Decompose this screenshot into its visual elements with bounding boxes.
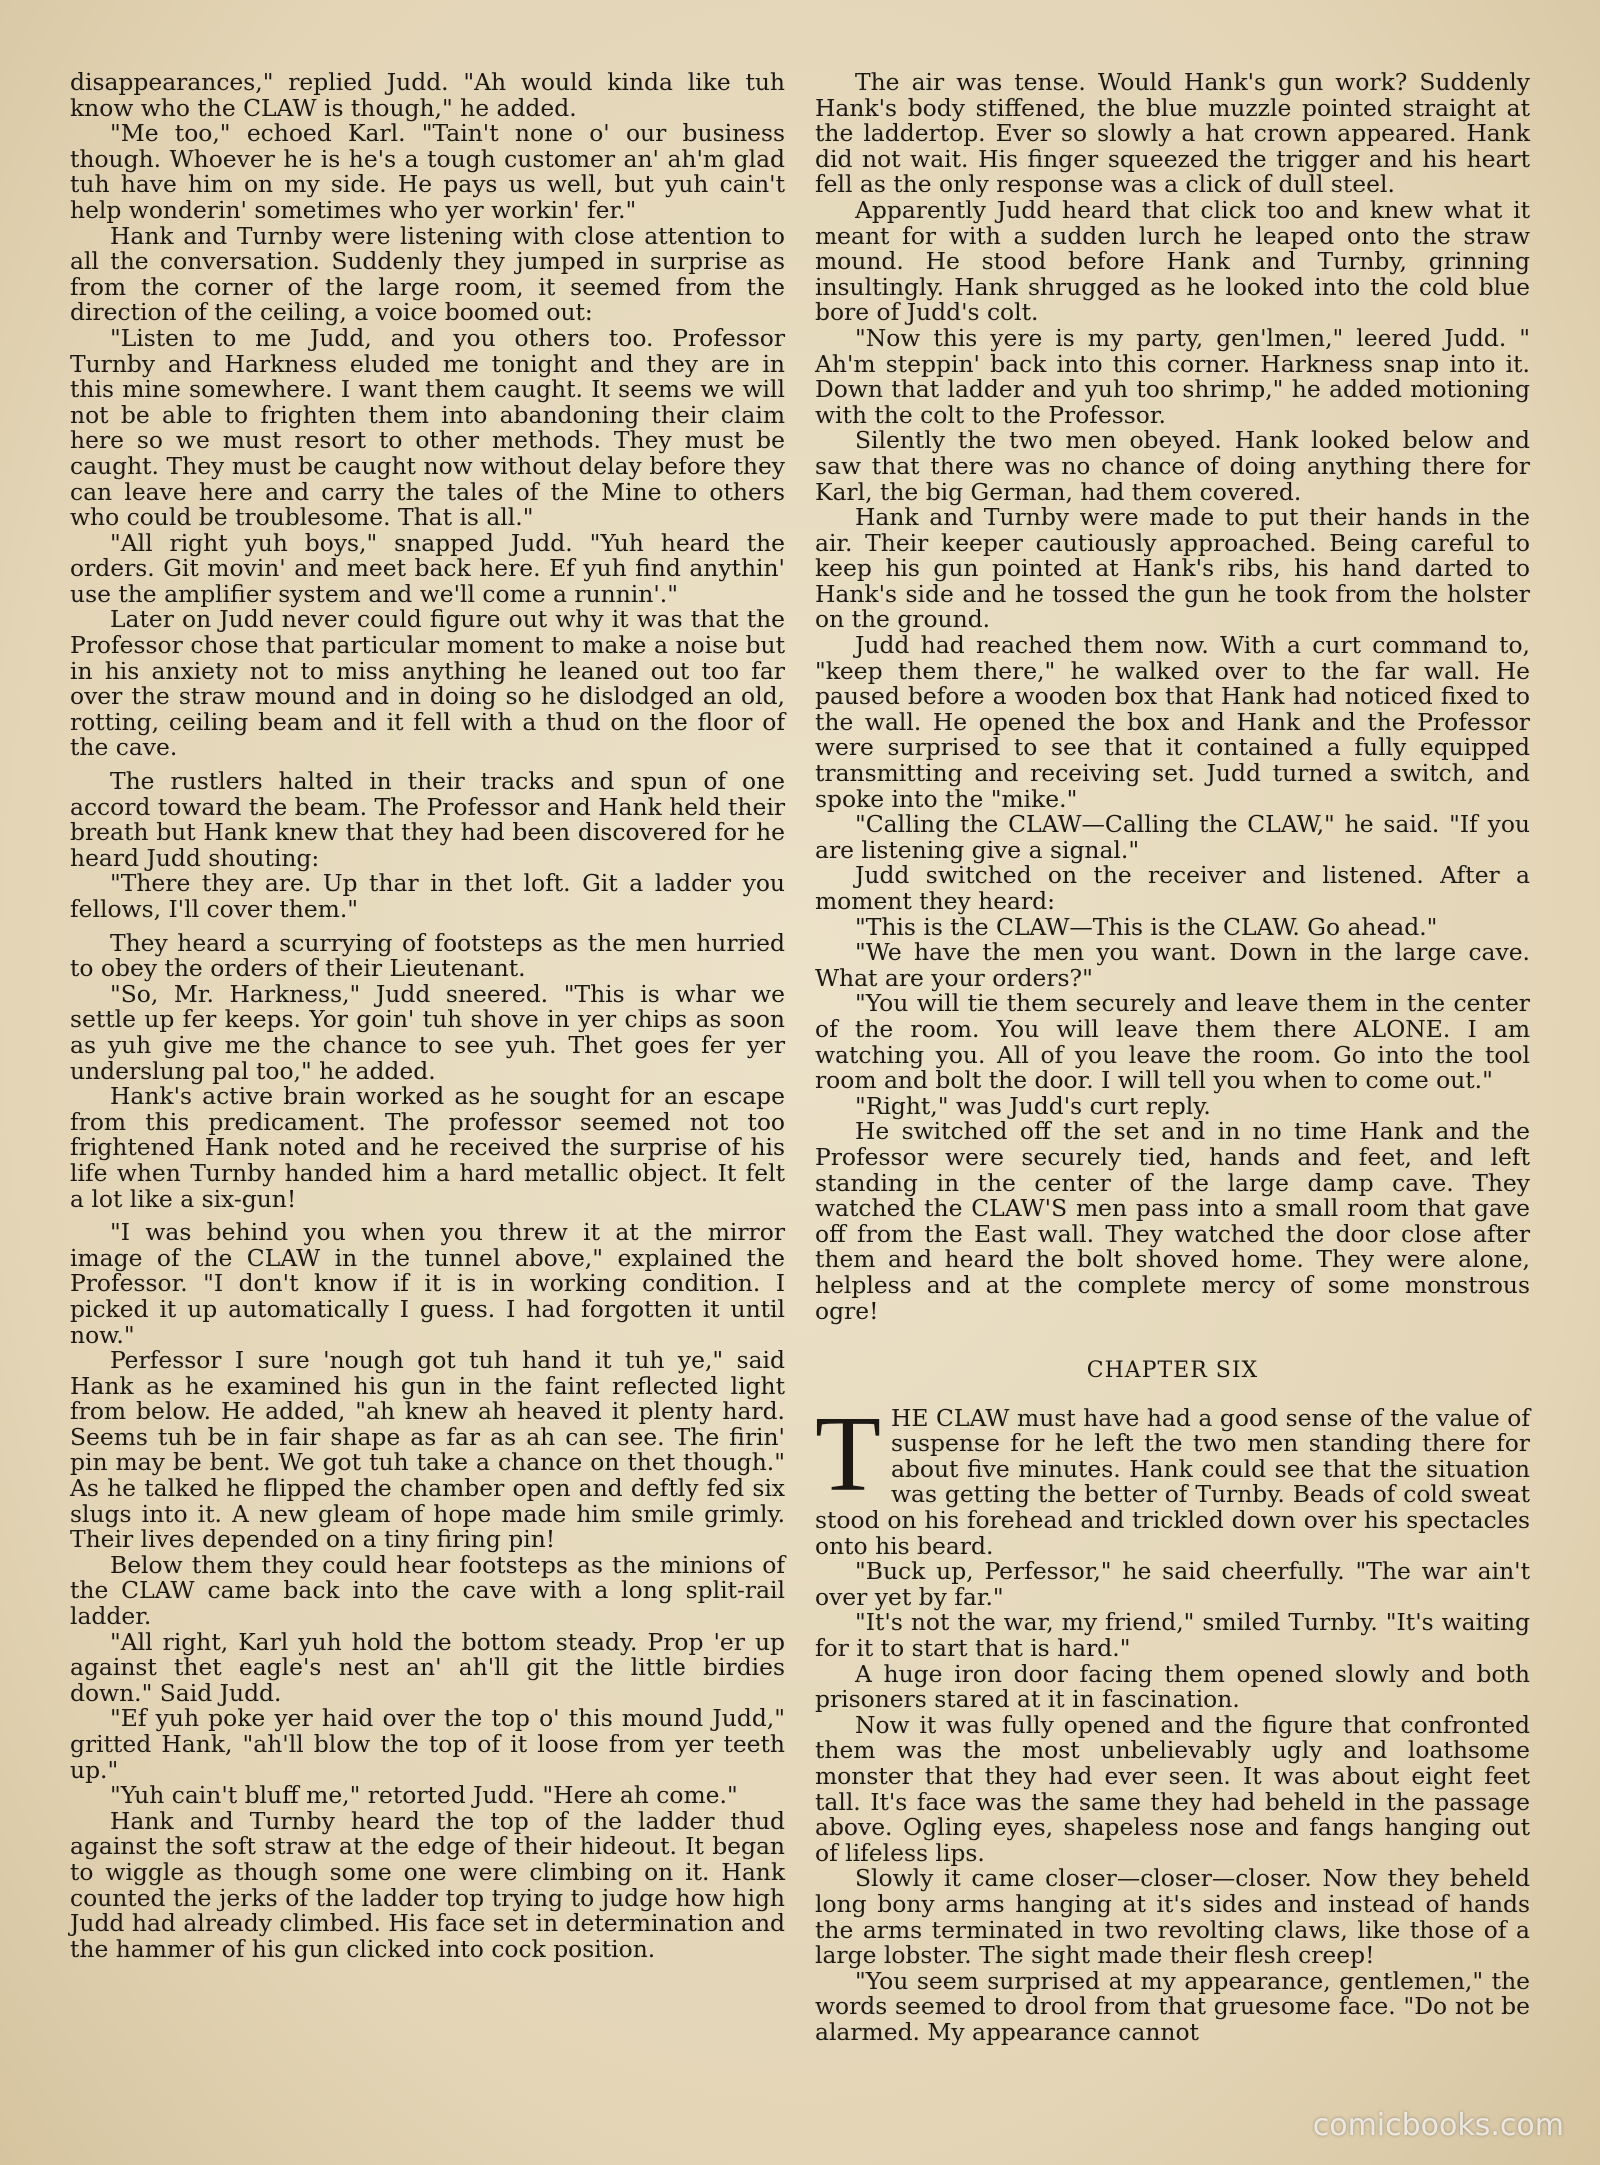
chapter-heading: CHAPTER SIX (1086, 1358, 1259, 1384)
paragraph: Judd switched on the receiver and listened. After a moment they heard: (815, 861, 1530, 915)
paragraph: Judd had reached them now. With a curt command to, "keep them there," he walked over to the far wall. He paused before a wooden box that Hank had noticed fixed to the wall. He opened the box and Hank and the Professor were surprised to see that it contained a fully equipped transmitting and receiving set. Judd turned a switch, and spoke into the "mike." (815, 631, 1530, 813)
paragraph: Hank and Turnby were listening with close attention to all the conversation. Suddenly they jumped in surprise as from the corner of the large room, it seemed from the direction of the ceiling, a voice boomed out: (70, 221, 785, 327)
paragraph: He switched off the set and in no time Hank and the Professor were securely tied, hands and feet, and left standing in the center of the large damp cave. They watched the CLAW'S men pass into a small room that gave off from the East wall. They watched the door close after them and heard the bolt shoved home. They were alone, helpless and at the complete mercy of some monstrous ogre! (815, 1117, 1530, 1325)
paragraph: "Now this yere is my party, gen'lmen," leered Judd. " Ah'm steppin' back into this corner. Harkness snap into it. Down that ladder and yuh too shrimp," he added motioning with the colt to the Professor. (815, 323, 1530, 429)
paragraph: Silently the two men obeyed. Hank looked below and saw that there was no chance of doing anything there for Karl, the big German, had them covered. (815, 426, 1530, 506)
paragraph: "Buck up, Perfessor," he said cheerfully. "The war ain't over yet by far." (815, 1557, 1530, 1611)
paragraph: "Ef yuh poke yer haid over the top o' this mound Judd," gritted Hank, "ah'll blow the top of it loose from yer teeth up." (70, 1704, 785, 1784)
paragraph: Perfessor I sure 'nough got tuh hand it tuh ye," said Hank as he examined his gun in the faint reflected light from below. He added, "ah knew ah heaved it plenty hard. Seems tuh be in fair shape as far as ah can see. The firin' pin may be bent. We got tuh take a chance on thet though." As he talked he flipped the chamber open and deftly fed six slugs into it. A new gleam of hope made him smile grimly. Their lives depended on a tiny firing pin! (70, 1346, 785, 1554)
paragraph: "All right, Karl yuh hold the bottom steady. Prop 'er up against thet eagle's nest an' ah'll git the little birdies down." Said Judd. (70, 1627, 785, 1707)
chapter-opening-paragraph (815, 1394, 1530, 1560)
paragraph: "Me too," echoed Karl. "Tain't none o' our business though. Whoever he is he's a tough customer an' ah'm glad tuh have him on my side. He pays us well, but yuh cain't help wonderin' sometimes who yer workin' fer." (70, 119, 785, 224)
paragraph: A huge iron door facing them opened slowly and both prisoners stared at it in fascination. (815, 1659, 1530, 1714)
paragraph: "Listen to me Judd, and you others too. Professor Turnby and Harkness eluded me tonight and they are in this mine somewhere. I want them caught. It seems we will not be able to frighten them into abandoning their claim here so we must resort to other methods. They must be caught. They must be caught now without delay before they can leave here and carry the tales of the Mine to others who could be troublesome. That is all." (70, 323, 785, 532)
paragraph: "Yuh cain't bluff me," retorted Judd. "Here ah come." (110, 1781, 738, 1810)
paragraph: "So, Mr. Harkness," Judd sneered. "This is whar we settle up fer keeps. Yor goin' tuh shove in yer chips as soon as yuh give me the chance to see yuh. Thet goes fer yer underslung pal too," he added. (70, 979, 785, 1085)
paragraph: Apparently Judd heard that click too and knew what it meant for with a sudden lurch he leaped onto the straw mound. He stood before Hank and Turnby, grinning insultingly. Hank shrugged as he looked into the cold blue bore of Judd's colt. (815, 195, 1530, 327)
paragraph: Hank's active brain worked as he sought for an escape from this predicament. The professor seemed not too frightened Hank noted and he received the surprise of his life when Turnby handed him a hard metallic object. It felt a lot like a six-gun! (70, 1082, 785, 1213)
paragraph: The rustlers halted in their tracks and spun of one accord toward the beam. The Professor and Hank held their breath but Hank knew that they had been discovered for he heard Judd shouting: (70, 767, 785, 872)
paragraph: "All right yuh boys," snapped Judd. "Yuh heard the orders. Git movin' and meet back here. Ef yuh find anythin' use the amplifier system and we'll come a runnin'." (70, 528, 785, 608)
paragraph: "Calling the CLAW—Calling the CLAW," he said. "If you are listening give a signal." (815, 810, 1530, 864)
left-text-column (70, 70, 785, 1962)
paragraph: "There they are. Up thar in thet loft. Git a ladder you fellows, I'll cover them." (70, 869, 785, 923)
drop-cap: T (815, 1394, 881, 1514)
paragraph: "Right," was Judd's curt reply. (855, 1091, 1211, 1120)
paragraph: They heard a scurrying of footsteps as the men hurried to obey the orders of their Lieutenant. (70, 928, 785, 983)
paragraph: "You will tie them securely and leave them in the center of the room. You will leave them there ALONE. I am watching you. All of you leave the room. Go into the tool room and bolt the door. I will tell you when to come out." (815, 989, 1530, 1095)
paragraph: Slowly it came closer—closer—closer. Now they beheld long bony arms hanging at it's sides and instead of hands the arms terminated in two revolting claws, like those of a large lobster. The sight made their flesh creep! (815, 1864, 1530, 1970)
site-watermark: comicbooks.com (1312, 2108, 1564, 2143)
paragraph: "It's not the war, my friend," smiled Turnby. "It's waiting for it to start that is hard." (815, 1608, 1530, 1663)
paragraph: "You seem surprised at my appearance, gentlemen," the words seemed to drool from that gruesome face. "Do not be alarmed. My appearance cannot (815, 1966, 1530, 2046)
paragraph: Below them they could hear footsteps as the minions of the CLAW came back into the cave with a long split-rail ladder. (70, 1550, 785, 1631)
paragraph: "We have the men you want. Down in the large cave. What are your orders?" (815, 938, 1530, 992)
paragraph: Hank and Turnby were made to put their hands in the air. Their keeper cautiously approached. Being careful to keep his gun pointed at Hank's ribs, his hand darted to Hank's side and he tossed the gun he took from the holster on the ground. (815, 503, 1530, 634)
chapter-opening-text: HE CLAW must have had a good sense of the value of suspense for he left the two men standing there for about five minutes. Hank could see that the situation was getting the better of Turnby. Beads of cold sweat stood on his forehead and trickled down over his spectacles onto his beard. (815, 1403, 1530, 1560)
paragraph: Hank and Turnby heard the top of the ladder thud against the soft straw at the edge of their hideout. It began to wiggle as though some one were climbing on it. Hank counted the jerks of the ladder top trying to judge how high Judd had already climbed. His face set in determination and the hammer of his gun clicked into cock position. (70, 1806, 785, 1963)
paragraph: Later on Judd never could figure out why it was that the Professor chose that particular moment to make a noise but in his anxiety not to miss anything he leaned out too far over the straw mound and in doing so he dislodged an old, rotting, ceiling beam and it fell with a thud on the floor of the cave. (70, 605, 785, 762)
right-text-column (815, 70, 1530, 2046)
paragraph: disappearances," replied Judd. "Ah would kinda like tuh know who the CLAW is though," he added. (70, 68, 785, 122)
paragraph: "This is the CLAW—This is the CLAW. Go ahead." (855, 912, 1438, 941)
paragraph: The air was tense. Would Hank's gun work? Suddenly Hank's body stiffened, the blue muzzle pointed straight at the laddertop. Ever so slowly a hat crown appeared. Hank did not wait. His finger squeezed the trigger and his heart fell as the only response was a click of dull steel. (815, 68, 1530, 199)
paragraph: "I was behind you when you threw it at the mirror image of the CLAW in the tunnel above," explained the Professor. "I don't know if it is in working condition. I picked it up automatically I guess. I had forgotten it until now." (70, 1218, 785, 1349)
paragraph: Now it was fully opened and the figure that confronted them was the most unbelievably ugly and loathsome monster that they had ever seen. It was about eight feet tall. It's face was the same they had beheld in the passage above. Ogling eyes, shapeless nose and fangs hanging out of lifeless lips. (815, 1710, 1530, 1867)
